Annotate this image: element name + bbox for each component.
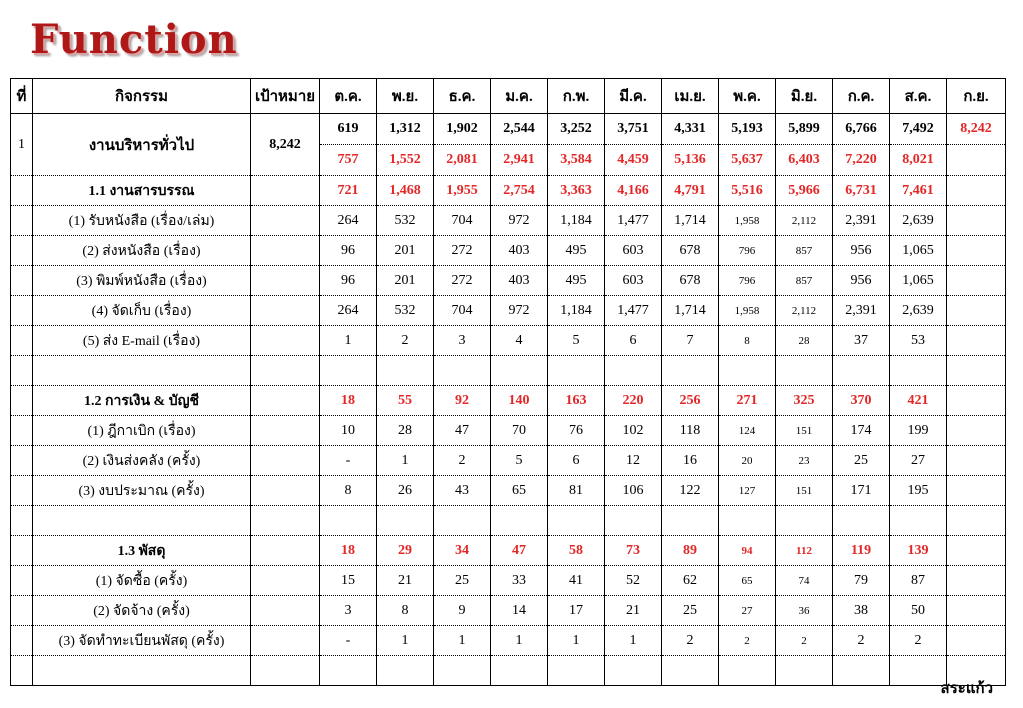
month-value: 619 — [320, 114, 377, 145]
month-value — [947, 236, 1006, 266]
month-value — [947, 326, 1006, 356]
month-value: 1 — [377, 446, 434, 476]
month-value: 1 — [605, 626, 662, 656]
month-value: 1,714 — [662, 296, 719, 326]
activity-name: (5) ส่ง E-mail (เรื่อง) — [33, 326, 251, 356]
month-value: 55 — [377, 386, 434, 416]
target-value: 8,242 — [251, 114, 320, 176]
month-value: 256 — [662, 386, 719, 416]
month-value: 1,552 — [377, 145, 434, 176]
month-value: 53 — [890, 326, 947, 356]
month-value: 272 — [434, 236, 491, 266]
month-value: 1 — [377, 626, 434, 656]
table-row — [11, 446, 1006, 476]
month-value: 220 — [605, 386, 662, 416]
month-value: 29 — [377, 536, 434, 566]
month-value: 174 — [833, 416, 890, 446]
month-value: 1 — [548, 626, 605, 656]
month-value: 94 — [719, 536, 776, 566]
table-row — [11, 176, 1006, 206]
activity-name: (2) จัดจ้าง (ครั้ง) — [33, 596, 251, 626]
month-value: 2,639 — [890, 296, 947, 326]
month-value: 151 — [776, 416, 833, 446]
month-value: 1,184 — [548, 296, 605, 326]
footer-label: สระแก้ว — [940, 681, 993, 697]
month-value: 7,492 — [890, 114, 947, 145]
month-value: 603 — [605, 266, 662, 296]
activity-name: (1) จัดซื้อ (ครั้ง) — [33, 566, 251, 596]
table-row — [11, 596, 1006, 626]
month-value: 1,312 — [377, 114, 434, 145]
month-value: 139 — [890, 536, 947, 566]
month-value: 140 — [491, 386, 548, 416]
month-value: 65 — [719, 566, 776, 596]
month-value: 7 — [662, 326, 719, 356]
month-value: 3,252 — [548, 114, 605, 145]
table-row — [11, 114, 1006, 145]
month-value: 7,461 — [890, 176, 947, 206]
month-value: 8,242 — [947, 114, 1006, 145]
table-row — [11, 626, 1006, 656]
month-value: 7,220 — [833, 145, 890, 176]
month-value: 2,112 — [776, 206, 833, 236]
month-value: 704 — [434, 296, 491, 326]
month-value — [947, 476, 1006, 506]
month-value: 43 — [434, 476, 491, 506]
month-value: 5,899 — [776, 114, 833, 145]
month-value: 3,751 — [605, 114, 662, 145]
month-value: 1,184 — [548, 206, 605, 236]
header-cell: ต.ค. — [320, 79, 377, 114]
month-value: 4,331 — [662, 114, 719, 145]
month-value: 119 — [833, 536, 890, 566]
month-value: 92 — [434, 386, 491, 416]
month-value: 70 — [491, 416, 548, 446]
month-value: 21 — [605, 596, 662, 626]
month-value: 87 — [890, 566, 947, 596]
month-value — [947, 206, 1006, 236]
month-value: 3 — [320, 596, 377, 626]
table-row — [11, 476, 1006, 506]
month-value: 27 — [719, 596, 776, 626]
month-value: 201 — [377, 266, 434, 296]
month-value: 25 — [662, 596, 719, 626]
empty-row — [11, 356, 1006, 386]
header-cell: มิ.ย. — [776, 79, 833, 114]
month-value: 796 — [719, 266, 776, 296]
month-value: 58 — [548, 536, 605, 566]
month-value: 5,637 — [719, 145, 776, 176]
month-value: 27 — [890, 446, 947, 476]
activity-name: (1) รับหนังสือ (เรื่อง/เล่ม) — [33, 206, 251, 236]
month-value — [947, 386, 1006, 416]
month-value: 195 — [890, 476, 947, 506]
month-value: 8 — [320, 476, 377, 506]
month-value: 81 — [548, 476, 605, 506]
activity-name: 1.1 งานสารบรรณ — [33, 176, 251, 206]
month-value — [947, 296, 1006, 326]
header-cell: มี.ค. — [605, 79, 662, 114]
activity-name: (1) ฎีกาเบิก (เรื่อง) — [33, 416, 251, 446]
table-row — [11, 416, 1006, 446]
month-value: 20 — [719, 446, 776, 476]
month-value: 2,391 — [833, 206, 890, 236]
month-value: 79 — [833, 566, 890, 596]
empty-row — [11, 656, 1006, 686]
month-value: 50 — [890, 596, 947, 626]
month-value: 16 — [662, 446, 719, 476]
month-value: 2,391 — [833, 296, 890, 326]
activity-table — [10, 78, 1006, 686]
month-value: 89 — [662, 536, 719, 566]
month-value: 73 — [605, 536, 662, 566]
month-value: 25 — [434, 566, 491, 596]
month-value: 1,477 — [605, 296, 662, 326]
page-title: Function — [30, 16, 238, 63]
month-value: 18 — [320, 386, 377, 416]
month-value: 18 — [320, 536, 377, 566]
month-value: - — [320, 626, 377, 656]
month-value: 678 — [662, 236, 719, 266]
month-value — [947, 566, 1006, 596]
month-value: 403 — [491, 236, 548, 266]
header-cell: ก.พ. — [548, 79, 605, 114]
table-row — [11, 326, 1006, 356]
month-value: 403 — [491, 266, 548, 296]
header-row — [11, 79, 1006, 114]
month-value: 6 — [548, 446, 605, 476]
table-row — [11, 536, 1006, 566]
month-value: 124 — [719, 416, 776, 446]
month-value: 264 — [320, 206, 377, 236]
month-value: 1 — [434, 626, 491, 656]
month-value: 5 — [548, 326, 605, 356]
month-value: 25 — [833, 446, 890, 476]
month-value: 721 — [320, 176, 377, 206]
month-value — [947, 536, 1006, 566]
table-row — [11, 566, 1006, 596]
month-value: 2,754 — [491, 176, 548, 206]
month-value: 41 — [548, 566, 605, 596]
month-value: 370 — [833, 386, 890, 416]
header-cell: กิจกรรม — [33, 79, 251, 114]
month-value — [947, 145, 1006, 176]
month-value: 3,363 — [548, 176, 605, 206]
month-value: 17 — [548, 596, 605, 626]
month-value: 5,516 — [719, 176, 776, 206]
month-value: 4 — [491, 326, 548, 356]
header-cell: ธ.ค. — [434, 79, 491, 114]
month-value: 4,459 — [605, 145, 662, 176]
month-value: 26 — [377, 476, 434, 506]
table-row — [11, 386, 1006, 416]
month-value: 972 — [491, 296, 548, 326]
activity-name: (2) เงินส่งคลัง (ครั้ง) — [33, 446, 251, 476]
month-value: 47 — [434, 416, 491, 446]
month-value — [947, 176, 1006, 206]
activity-name: 1.2 การเงิน & บัญชี — [33, 386, 251, 416]
month-value: 1,468 — [377, 176, 434, 206]
month-value: 65 — [491, 476, 548, 506]
month-value: 796 — [719, 236, 776, 266]
month-value: 325 — [776, 386, 833, 416]
month-value: 532 — [377, 206, 434, 236]
month-value: 2,112 — [776, 296, 833, 326]
month-value: 4,166 — [605, 176, 662, 206]
month-value: 33 — [491, 566, 548, 596]
month-value: 1,065 — [890, 266, 947, 296]
month-value: 106 — [605, 476, 662, 506]
month-value: 127 — [719, 476, 776, 506]
month-value: 2 — [719, 626, 776, 656]
month-value — [947, 266, 1006, 296]
month-value: 1,902 — [434, 114, 491, 145]
month-value: 1,065 — [890, 236, 947, 266]
month-value: 678 — [662, 266, 719, 296]
month-value: 2,941 — [491, 145, 548, 176]
month-value: 5,136 — [662, 145, 719, 176]
month-value: 10 — [320, 416, 377, 446]
month-value: 52 — [605, 566, 662, 596]
header-cell: ส.ค. — [890, 79, 947, 114]
activity-name: (3) จัดทำทะเบียนพัสดุ (ครั้ง) — [33, 626, 251, 656]
header-cell: พ.ย. — [377, 79, 434, 114]
month-value: 8 — [719, 326, 776, 356]
month-value: 151 — [776, 476, 833, 506]
month-value: 2 — [833, 626, 890, 656]
activity-name: (2) ส่งหนังสือ (เรื่อง) — [33, 236, 251, 266]
activity-name: งานบริหารทั่วไป — [33, 114, 251, 176]
month-value: 199 — [890, 416, 947, 446]
month-value: 2,544 — [491, 114, 548, 145]
month-value — [947, 446, 1006, 476]
activity-name: (3) พิมพ์หนังสือ (เรื่อง) — [33, 266, 251, 296]
month-value: 47 — [491, 536, 548, 566]
activity-name: (3) งบประมาณ (ครั้ง) — [33, 476, 251, 506]
activity-name: 1.3 พัสดุ — [33, 536, 251, 566]
month-value: 12 — [605, 446, 662, 476]
month-value: 1 — [491, 626, 548, 656]
month-value: 62 — [662, 566, 719, 596]
month-value: 6,403 — [776, 145, 833, 176]
month-value: 956 — [833, 236, 890, 266]
row-number: 1 — [11, 114, 33, 176]
month-value: 5,966 — [776, 176, 833, 206]
month-value: 1,477 — [605, 206, 662, 236]
table-row — [11, 206, 1006, 236]
month-value: 272 — [434, 266, 491, 296]
month-value — [947, 416, 1006, 446]
month-value: 5,193 — [719, 114, 776, 145]
month-value: 96 — [320, 266, 377, 296]
month-value: 2 — [434, 446, 491, 476]
month-value: 1,958 — [719, 206, 776, 236]
table-row — [11, 296, 1006, 326]
activity-name: (4) จัดเก็บ (เรื่อง) — [33, 296, 251, 326]
header-cell: ก.ย. — [947, 79, 1006, 114]
month-value: 2 — [776, 626, 833, 656]
month-value: 1 — [320, 326, 377, 356]
month-value: 4,791 — [662, 176, 719, 206]
month-value: 972 — [491, 206, 548, 236]
month-value: 171 — [833, 476, 890, 506]
header-cell: เม.ย. — [662, 79, 719, 114]
month-value: 271 — [719, 386, 776, 416]
month-value: 3,584 — [548, 145, 605, 176]
month-value: 96 — [320, 236, 377, 266]
month-value: 264 — [320, 296, 377, 326]
month-value: 38 — [833, 596, 890, 626]
header-cell: ก.ค. — [833, 79, 890, 114]
table-row — [11, 236, 1006, 266]
month-value: 495 — [548, 236, 605, 266]
month-value: 9 — [434, 596, 491, 626]
month-value — [947, 596, 1006, 626]
month-value: 2,081 — [434, 145, 491, 176]
month-value: - — [320, 446, 377, 476]
month-value: 21 — [377, 566, 434, 596]
month-value: 28 — [377, 416, 434, 446]
month-value: 3 — [434, 326, 491, 356]
header-cell: ที่ — [11, 79, 33, 114]
month-value: 1,714 — [662, 206, 719, 236]
month-value: 857 — [776, 236, 833, 266]
month-value: 163 — [548, 386, 605, 416]
header-cell: เป้าหมาย — [251, 79, 320, 114]
month-value: 6,766 — [833, 114, 890, 145]
header-cell: พ.ค. — [719, 79, 776, 114]
month-value: 23 — [776, 446, 833, 476]
month-value: 5 — [491, 446, 548, 476]
month-value: 201 — [377, 236, 434, 266]
month-value: 857 — [776, 266, 833, 296]
month-value: 15 — [320, 566, 377, 596]
month-value: 28 — [776, 326, 833, 356]
month-value: 495 — [548, 266, 605, 296]
month-value: 532 — [377, 296, 434, 326]
month-value: 6 — [605, 326, 662, 356]
month-value: 8,021 — [890, 145, 947, 176]
month-value: 14 — [491, 596, 548, 626]
month-value: 34 — [434, 536, 491, 566]
month-value: 74 — [776, 566, 833, 596]
empty-row — [11, 506, 1006, 536]
month-value — [947, 626, 1006, 656]
header-cell: ม.ค. — [491, 79, 548, 114]
month-value: 2,639 — [890, 206, 947, 236]
table-row — [11, 266, 1006, 296]
month-value: 37 — [833, 326, 890, 356]
month-value: 2 — [662, 626, 719, 656]
month-value: 6,731 — [833, 176, 890, 206]
month-value: 76 — [548, 416, 605, 446]
month-value: 421 — [890, 386, 947, 416]
month-value: 603 — [605, 236, 662, 266]
month-value: 704 — [434, 206, 491, 236]
month-value: 1,955 — [434, 176, 491, 206]
month-value: 122 — [662, 476, 719, 506]
month-value: 102 — [605, 416, 662, 446]
month-value: 757 — [320, 145, 377, 176]
month-value: 2 — [890, 626, 947, 656]
month-value: 1,958 — [719, 296, 776, 326]
month-value: 8 — [377, 596, 434, 626]
month-value: 112 — [776, 536, 833, 566]
month-value: 118 — [662, 416, 719, 446]
month-value: 2 — [377, 326, 434, 356]
month-value: 956 — [833, 266, 890, 296]
month-value: 36 — [776, 596, 833, 626]
